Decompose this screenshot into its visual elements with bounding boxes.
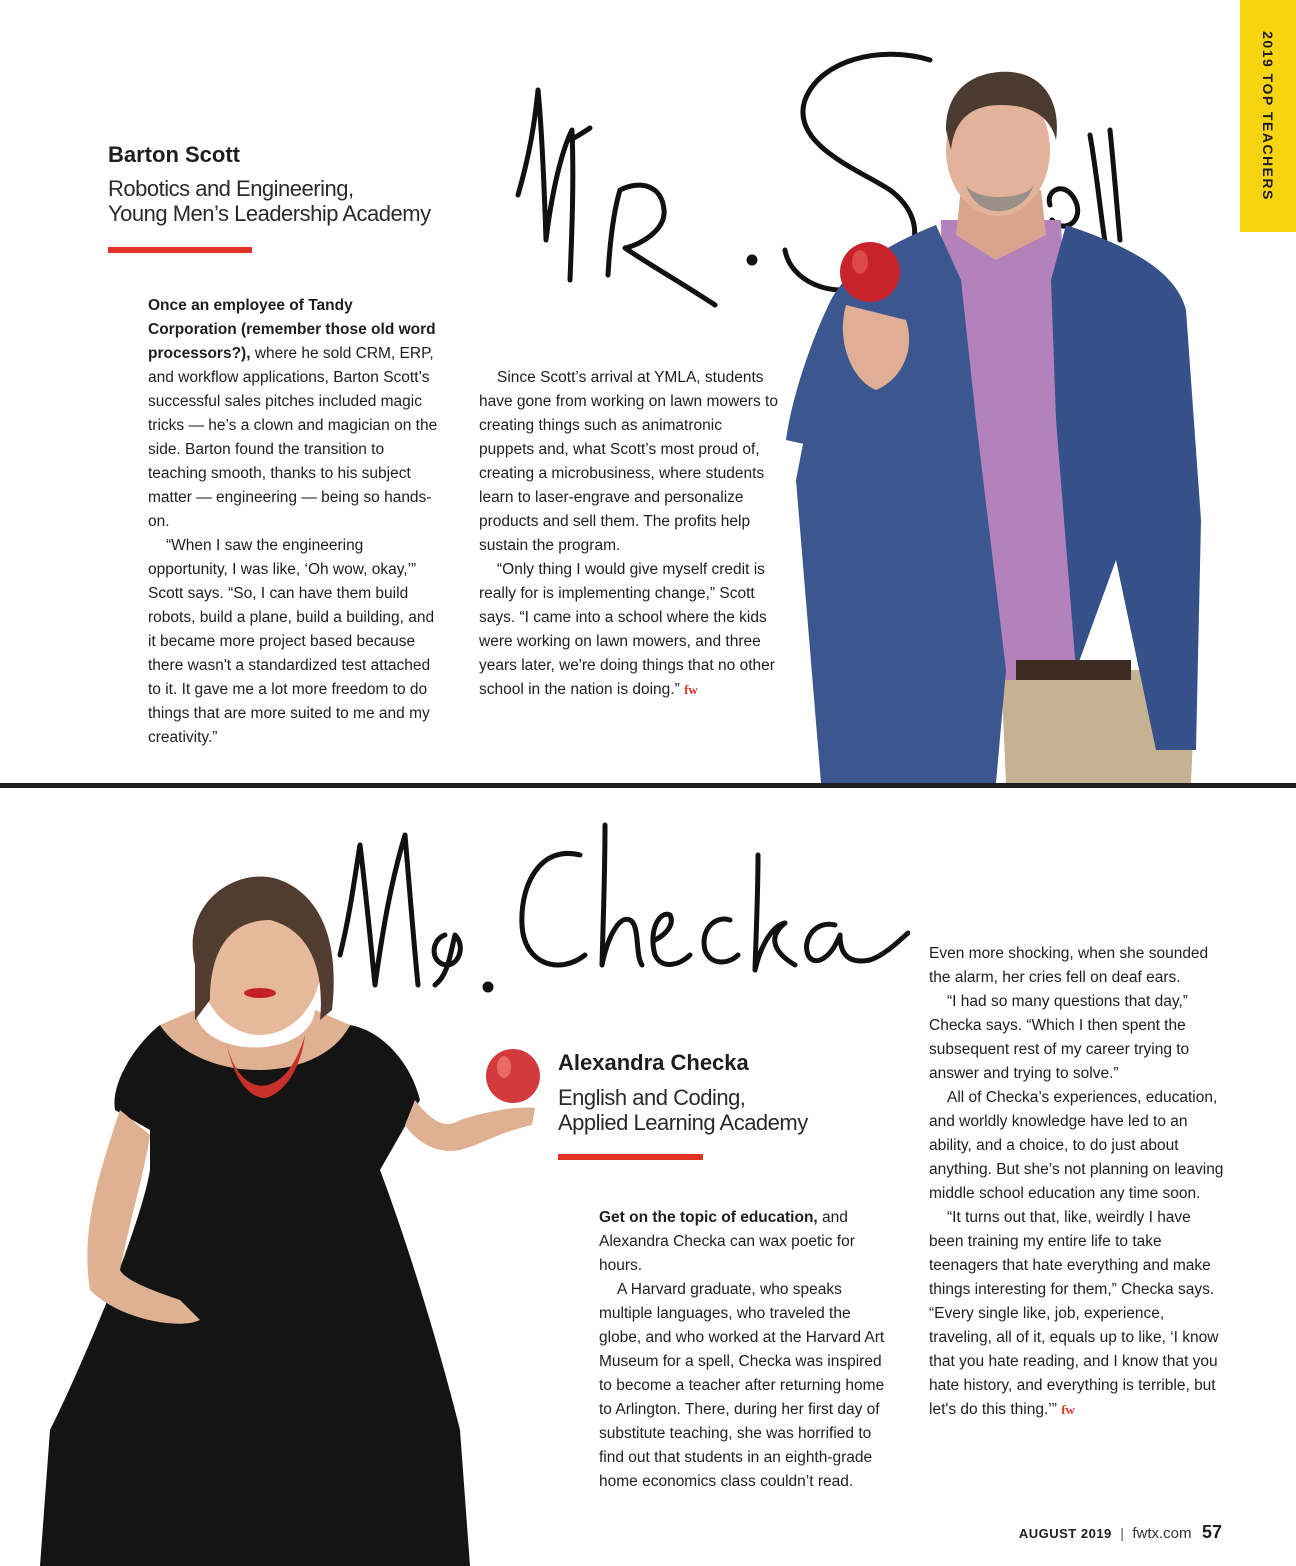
teacher2-subject [558, 1085, 888, 1135]
page-number: 57 [1201, 1522, 1222, 1542]
teacher1-subject-line1: Robotics and Engineering, [108, 176, 354, 201]
teacher1-col1-p1: where he sold CRM, ERP, and workflow applications, Barton Scott’s successful sales pitches included magic tricks — he’s a clown and magician on the side. Barton found the transition to teaching smooth, thanks to his subject matter — engineering — being so hands-on. [148, 345, 438, 530]
teacher1-red-rule [108, 247, 252, 253]
teacher2-red-rule [558, 1154, 703, 1160]
teacher1-column-2 [479, 366, 779, 702]
teacher1-name: Barton Scott [108, 142, 240, 167]
teacher1-col1-p2: “When I saw the engineering opportunity, I was like, ‘Oh wow, okay,’” Scott says. “So, I can have them build robots, build a plane, build a building, and it became more project based because there wasn't a standardized test attached to it. It gave me a lot more freedom to do things that are more suited to me and my creativity.” [148, 537, 435, 746]
teacher2-subject-line2: Applied Learning Academy [558, 1110, 808, 1135]
footer-site: fwtx.com [1132, 1525, 1192, 1542]
teacher1-subject [108, 176, 488, 226]
teacher2-column-1 [599, 1206, 892, 1494]
teacher2-lead: Get on the topic of education, [599, 1209, 818, 1226]
teacher1-photo [776, 60, 1206, 783]
footer-issue: AUGUST 2019 [1018, 1526, 1112, 1541]
teacher1-col2-p1: Since Scott’s arrival at YMLA, students have gone from working on lawn mowers to creating things such as animatronic puppets and, what Scott’s most proud of, creating a microbusiness, where students learn to laser-engrave and personalize products and sell them. The profits help sustain the program. [479, 369, 778, 554]
section-divider [0, 783, 1296, 788]
ms-checka-script [330, 815, 910, 1015]
teacher1-subject-line2: Young Men’s Leadership Academy [108, 201, 431, 226]
teacher2-col2-p2: “I had so many questions that day,” Checka says. “Which I then spent the subsequent rest of my career trying to answer and trying to solve.” [929, 993, 1190, 1082]
teacher2-col2-p3: All of Checka’s experiences, education, and worldly knowledge have led to an ability, and a choice, to do just about anything. But she’s not planning on leaving middle school education any time soon. [929, 1089, 1224, 1202]
teacher2-col2-p1: Even more shocking, when she sounded the alarm, her cries fell on deaf ears. [929, 945, 1209, 986]
page-footer [1019, 1522, 1222, 1543]
footer-separator: | [1120, 1525, 1124, 1541]
teacher2-subject-line1: English and Coding, [558, 1085, 746, 1110]
teacher2-col2-p4: “It turns out that, like, weirdly I have been training my entire life to take teenagers that hate everything and make things interesting for them,” Checka says. “Every single like, job, experience, traveling, all of it, equals up to like, ‘I know that you hate reading, and I know that you hate history, and everything is terrible, but let's do this thing.’” [929, 1209, 1219, 1418]
teacher1-col2-p2: “Only thing I would give myself credit is really for is implementing change,” Scott says. “I came into a school where the kids were working on lawn mowers, and three years later, we're doing things that no other school in the nation is doing.” [479, 561, 775, 698]
section-tab [1240, 0, 1296, 232]
teacher1-signoff: fw [684, 682, 698, 697]
section-tab-label: 2019 TOP TEACHERS [1260, 31, 1276, 201]
teacher2-column-2 [929, 942, 1225, 1422]
teacher2-name: Alexandra Checka [558, 1050, 749, 1075]
teacher2-signoff: fw [1061, 1402, 1075, 1417]
teacher1-lead: Once an employee of Tandy Corporation (remember those old word processors?), [148, 297, 436, 362]
teacher2-col1-p2: A Harvard graduate, who speaks multiple languages, who traveled the globe, and who worked at the Harvard Art Museum for a spell, Checka was inspired to become a teacher after returning home to Arlington. There, during her first day of substitute teaching, she was horrified to find out that students in an eighth-grade home economics class couldn’t read. [599, 1281, 885, 1490]
teacher1-column-1 [148, 294, 443, 750]
teacher2-col1-p1: and Alexandra Checka can wax poetic for hours. [599, 1209, 855, 1274]
